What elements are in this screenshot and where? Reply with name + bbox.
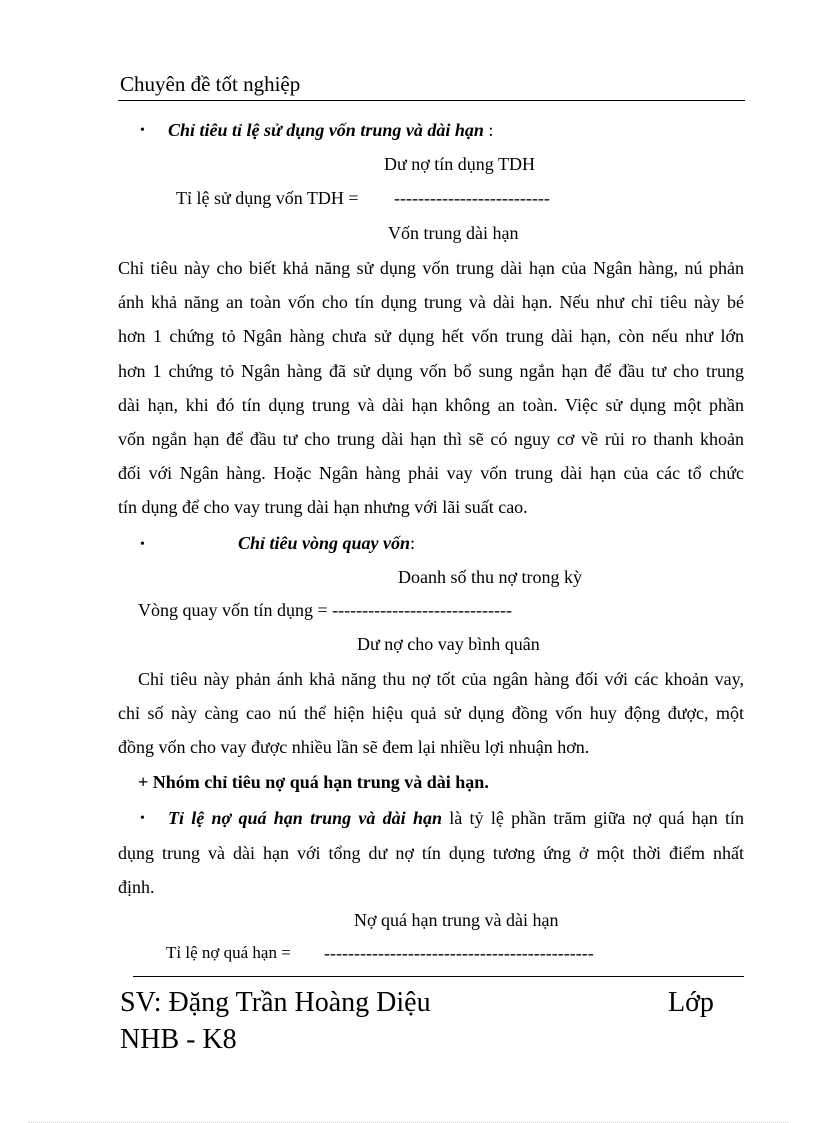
paragraph-line: dụng trung và dài hạn với tổng dư nợ tín dụng tương ứng ở một thời điểm nhất [118, 843, 744, 863]
section-heading-capital-usage [168, 121, 493, 139]
formula-dashes: --------------------------------------------- [324, 943, 594, 963]
paragraph-line: Chỉ tiêu này cho biết khả năng sử dụng vốn trung dài hạn của Ngân hàng, nú phản [118, 258, 744, 278]
paragraph-overdue [118, 836, 744, 904]
group-heading-overdue: + Nhóm chỉ tiêu nợ quá hạn trung và dài hạn. [138, 772, 489, 792]
formula-numerator: Nợ quá hạn trung và dài hạn [354, 910, 559, 930]
bullet-marker: • [140, 811, 145, 826]
paragraph-turnover [118, 662, 744, 765]
paragraph-capital-usage [118, 251, 744, 525]
paragraph-line: ánh khả năng an toàn vốn cho tín dụng trung và dài hạn. Nếu như chỉ tiêu này bé [118, 292, 744, 313]
paragraph-line: hơn 1 chứng tỏ Ngân hàng đã sử dụng vốn bổ sung ngắn hạn để đầu tư cho trung [118, 360, 744, 381]
formula-label: Vòng quay vốn tín dụng = ------------------------------ [138, 600, 512, 620]
overdue-ratio-definition [168, 809, 744, 827]
bullet-marker: • [140, 123, 145, 138]
formula-denominator: Dư nợ cho vay bình quân [357, 634, 540, 654]
formula-label: Tỉ lệ nợ quá hạn = [166, 943, 291, 962]
heading-text: Chỉ tiêu vòng quay vốn [238, 533, 411, 553]
paragraph-line: đồng vốn cho vay được nhiều lần sẽ đem lại nhiều lợi nhuận hơn. [118, 737, 590, 758]
bullet-marker: • [140, 537, 145, 552]
paragraph-line: hơn 1 chứng tỏ Ngân hàng chưa sử dụng hết vốn trung dài hạn, còn nếu như lớn [118, 326, 744, 347]
paragraph-line: Chỉ tiêu này phản ánh khả năng thu nợ tốt của ngân hàng đối với các khoản vay, [138, 669, 744, 689]
formula-label: Tỉ lệ sử dụng vốn TDH = [176, 188, 359, 208]
page-header-title: Chuyên đề tốt nghiệp [120, 72, 301, 96]
footer-class-label: Lớp [668, 987, 714, 1018]
header-divider [118, 100, 745, 101]
section-heading-turnover [238, 534, 415, 552]
term-text: Tỉ lệ nợ quá hạn trung và dài hạn [168, 808, 442, 828]
formula-denominator: Vốn trung dài hạn [388, 223, 519, 243]
formula-numerator: Doanh số thu nợ trong kỳ [398, 567, 583, 587]
formula-numerator: Dư nợ tín dụng TDH [384, 154, 535, 174]
paragraph-line: định. [118, 877, 155, 898]
heading-suffix: : [410, 533, 416, 553]
heading-suffix: : [483, 120, 494, 140]
formula-dashes: -------------------------- [394, 188, 550, 208]
footer-class-value: NHB - K8 [120, 1024, 237, 1055]
definition-text: là tỷ lệ phần trăm giữa nợ quá hạn tín [441, 808, 744, 828]
heading-text: Chỉ tiêu tỉ lệ sử dụng vốn trung và dài hạn [168, 120, 484, 140]
footer-divider [133, 976, 744, 977]
paragraph-line: dài hạn, khi đó tín dụng trung và dài hạn không an toàn. Việc sử dụng một phần [118, 394, 744, 415]
paragraph-line: chỉ số này càng cao nú thể hiện hiệu quả sử dụng đồng vốn huy động được, một [118, 703, 744, 724]
paragraph-line: tín dụng để cho vay trung dài hạn nhưng với lãi suất cao. [118, 497, 528, 518]
paragraph-line: đối với Ngân hàng. Hoặc Ngân hàng phải vay vốn trung dài hạn của các tổ chức [118, 463, 744, 484]
footer-student-name: SV: Đặng Trần Hoàng Diệu [120, 987, 431, 1018]
paragraph-line: vốn ngắn hạn để đầu tư cho trung dài hạn thì sẽ có nguy cơ về rủi ro thanh khoản [118, 428, 744, 449]
